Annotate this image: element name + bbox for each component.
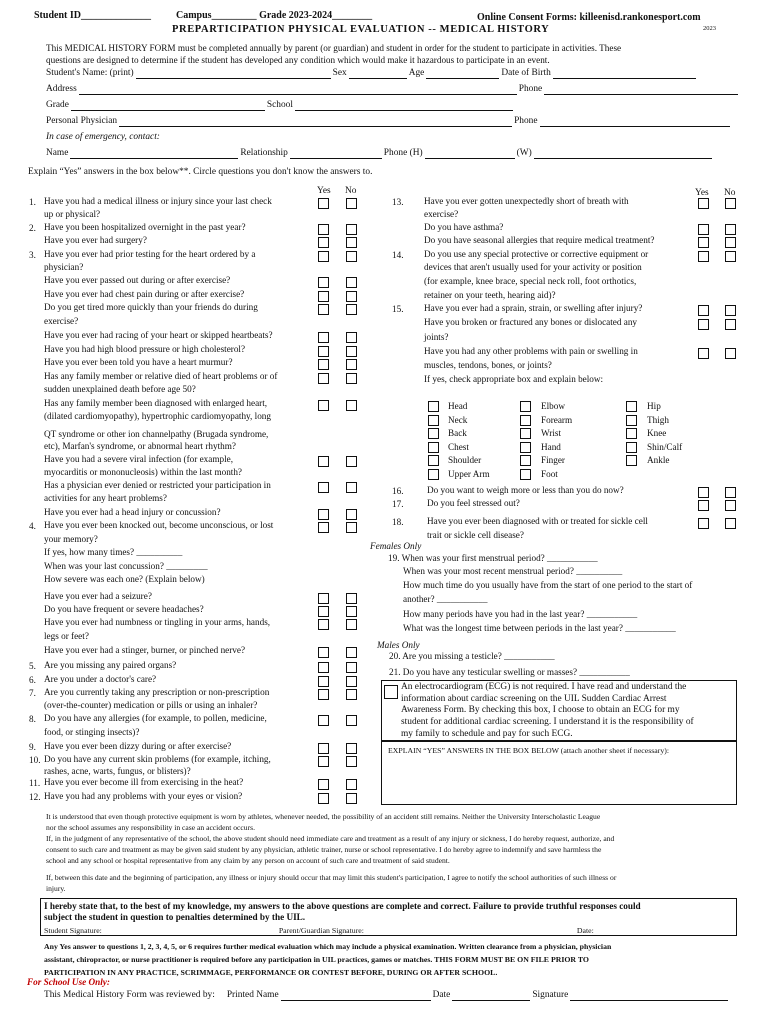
body-part-label: Forearm: [541, 414, 573, 425]
left-questions-number: 7.: [29, 688, 36, 698]
right-questions-no-checkbox[interactable]: [725, 224, 736, 235]
body-part-checkbox[interactable]: [428, 401, 439, 412]
body-part-checkbox[interactable]: [520, 401, 531, 412]
left-questions-yes-checkbox[interactable]: [318, 606, 329, 617]
yes-header-left: Yes: [317, 186, 331, 196]
left-questions-text: Have you ever had numbness or tingling in your arms, hands,: [44, 617, 271, 627]
left-questions-text: When was your last concussion? _________: [44, 561, 208, 571]
body-part-checkbox[interactable]: [520, 428, 531, 439]
grade-school-field[interactable]: Grade School: [46, 100, 513, 111]
left-questions-text: Have you ever passed out during or after exercise?: [44, 275, 231, 285]
left-questions-text: Have you ever become ill from exercising in the heat?: [44, 777, 244, 787]
right-questions2-text: Do you want to weigh more or less than you do now?: [427, 485, 624, 495]
reviewed-by-field[interactable]: This Medical History Form was reviewed by: Printed Name Date Signature: [44, 990, 728, 1001]
left-questions-number: 2.: [29, 223, 36, 233]
body-part-checkbox[interactable]: [626, 442, 637, 453]
left-questions-text: Have you ever had racing of your heart or skipped heartbeats?: [44, 330, 273, 340]
right-questions2-yes-checkbox[interactable]: [698, 487, 709, 498]
left-questions-text: Have you ever had a seizure?: [44, 591, 152, 601]
body-part-label: Hand: [541, 441, 561, 452]
left-questions-no-checkbox[interactable]: [346, 676, 357, 687]
body-part-checkbox[interactable]: [520, 455, 531, 466]
right-questions-number: 13.: [392, 197, 404, 207]
right-questions-text: exercise?: [424, 209, 459, 219]
right-questions2-yes-checkbox[interactable]: [698, 500, 709, 511]
left-questions-number: 9.: [29, 742, 36, 752]
left-questions-number: 4.: [29, 521, 36, 531]
males-only-label: Males Only: [377, 640, 420, 650]
left-questions-text: sudden unexplained death before age 50?: [44, 384, 196, 394]
left-questions-no-checkbox[interactable]: [346, 509, 357, 520]
left-questions-text: physician?: [44, 262, 84, 272]
left-questions-text: exercise?: [44, 316, 79, 326]
right-questions-text: Do you use any special protective or corrective equipment or: [424, 249, 649, 259]
left-questions-yes-checkbox[interactable]: [318, 676, 329, 687]
left-questions-yes-checkbox[interactable]: [318, 647, 329, 658]
left-questions-yes-checkbox[interactable]: [318, 359, 329, 370]
left-questions-yes-checkbox[interactable]: [318, 198, 329, 209]
body-part-checkbox[interactable]: [428, 415, 439, 426]
left-questions-yes-checkbox[interactable]: [318, 224, 329, 235]
left-questions-text: (dilated cardiomyopathy), hypertrophic cardiomyopathy, long: [44, 411, 271, 421]
body-part-checkbox[interactable]: [520, 469, 531, 480]
right-questions-text: If yes, check appropriate box and explain below:: [424, 374, 604, 384]
right-questions2-text: trait or sickle cell disease?: [427, 530, 524, 540]
body-part-checkbox[interactable]: [626, 428, 637, 439]
left-questions-yes-checkbox[interactable]: [318, 689, 329, 700]
left-questions-text: Have you had any problems with your eyes or vision?: [44, 791, 243, 801]
right-questions2-text: Have you ever been diagnosed with or treated for sickle cell: [427, 516, 648, 526]
left-questions-no-checkbox[interactable]: [346, 332, 357, 343]
right-questions-no-checkbox[interactable]: [725, 237, 736, 248]
body-part-label: Back: [448, 428, 467, 439]
left-questions-no-checkbox[interactable]: [346, 198, 357, 209]
left-questions-yes-checkbox[interactable]: [318, 715, 329, 726]
student-name-field[interactable]: Student's Name: (print) Sex Age Date of Birth: [46, 68, 696, 79]
right-questions-text: Have you broken or fractured any bones or dislocated any: [424, 317, 638, 327]
body-part-checkbox[interactable]: [428, 442, 439, 453]
form-title: PREPARTICIPATION PHYSICAL EVALUATION -- MEDICAL HISTORY: [172, 24, 550, 35]
left-questions-text: Do you get tired more quickly than your friends do during: [44, 302, 258, 312]
signature-row[interactable]: Student Signature: Parent/Guardian Signature: Date:: [44, 926, 594, 935]
left-questions-yes-checkbox[interactable]: [318, 237, 329, 248]
right-questions2-no-checkbox[interactable]: [725, 500, 736, 511]
left-questions-text: Has a physician ever denied or restricted your participation in: [44, 480, 271, 490]
left-questions-number: 10.: [29, 755, 41, 765]
left-questions-yes-checkbox[interactable]: [318, 291, 329, 302]
right-questions-no-checkbox[interactable]: [725, 319, 736, 330]
left-questions-yes-checkbox[interactable]: [318, 332, 329, 343]
left-questions-text: (over-the-counter) medication or pills or using an inhaler?: [44, 700, 258, 710]
left-questions-no-checkbox[interactable]: [346, 237, 357, 248]
left-questions-no-checkbox[interactable]: [346, 359, 357, 370]
right-questions2-number: 16.: [392, 486, 404, 496]
right-questions-no-checkbox[interactable]: [725, 251, 736, 262]
left-questions-text: Have you ever had prior testing for the heart ordered by a: [44, 249, 256, 259]
right-questions-text: Have you ever gotten unexpectedly short of breath with: [424, 196, 629, 206]
ecg-checkbox[interactable]: [384, 685, 398, 699]
left-questions-no-checkbox[interactable]: [346, 606, 357, 617]
right-questions-number: 15.: [392, 304, 404, 314]
left-questions-text: Have you ever had surgery?: [44, 235, 147, 245]
left-questions-text: legs or feet?: [44, 631, 89, 641]
consent-url: Online Consent Forms: killeenisd.rankonesport.com: [477, 12, 701, 23]
body-part-label: Ankle: [647, 455, 670, 466]
left-questions-no-checkbox[interactable]: [346, 482, 357, 493]
left-questions-no-checkbox[interactable]: [346, 793, 357, 804]
left-questions-no-checkbox[interactable]: [346, 619, 357, 630]
left-questions-yes-checkbox[interactable]: [318, 482, 329, 493]
body-part-checkbox[interactable]: [520, 415, 531, 426]
address-field[interactable]: Address Phone: [46, 84, 738, 95]
body-part-label: Head: [448, 401, 468, 411]
body-part-checkbox[interactable]: [626, 455, 637, 466]
body-part-label: Hip: [647, 401, 661, 411]
left-questions-text: If yes, how many times? __________: [44, 547, 183, 557]
student-id-label: Student ID______________: [34, 10, 151, 21]
left-questions-text: up or physical?: [44, 209, 101, 219]
left-questions-no-checkbox[interactable]: [346, 756, 357, 767]
left-questions-text: activities for any heart problems?: [44, 493, 167, 503]
right-questions-no-checkbox[interactable]: [725, 305, 736, 316]
body-part-checkbox[interactable]: [626, 401, 637, 412]
right-questions-yes-checkbox[interactable]: [698, 224, 709, 235]
right-questions-yes-checkbox[interactable]: [698, 319, 709, 330]
male-q-21: 21. Do you have any testicular swelling or masses? ___________: [389, 667, 630, 677]
left-questions-yes-checkbox[interactable]: [318, 779, 329, 790]
left-questions-yes-checkbox[interactable]: [318, 251, 329, 262]
body-part-checkbox[interactable]: [428, 428, 439, 439]
body-part-label: Elbow: [541, 401, 565, 411]
left-questions-number: 5.: [29, 661, 36, 671]
no-header-left: No: [345, 186, 357, 196]
left-questions-text: Have you had high blood pressure or high cholesterol?: [44, 344, 246, 354]
left-questions-text: Do you have any allergies (for example, to pollen, medicine,: [44, 713, 267, 723]
left-questions-no-checkbox[interactable]: [346, 251, 357, 262]
left-questions-yes-checkbox[interactable]: [318, 277, 329, 288]
campus-label: Campus_________ Grade 2023-2024________: [176, 10, 373, 21]
left-questions-text: Do you have frequent or severe headaches?: [44, 604, 204, 614]
left-questions-text: Have you had a medical illness or injury since your last check: [44, 196, 272, 206]
left-questions-number: 3.: [29, 250, 36, 260]
left-questions-text: Are you missing any paired organs?: [44, 660, 177, 670]
body-part-checkbox[interactable]: [626, 415, 637, 426]
left-questions-no-checkbox[interactable]: [346, 743, 357, 754]
left-questions-text: myocarditis or mononucleosis) within the last month?: [44, 467, 243, 477]
left-questions-text: Are you under a doctor's care?: [44, 674, 157, 684]
left-questions-no-checkbox[interactable]: [346, 277, 357, 288]
body-part-label: Neck: [448, 414, 468, 425]
body-part-label: Knee: [647, 428, 667, 439]
left-questions-yes-checkbox[interactable]: [318, 509, 329, 520]
right-questions-no-checkbox[interactable]: [725, 348, 736, 359]
male-q-20: 20. Are you missing a testicle? ___________: [389, 651, 555, 661]
declaration-line-1: I hereby state that, to the best of my knowledge, my answers to the above questions are complete and correct. Failure to provide truthful responses could: [44, 901, 641, 911]
female-q-19b: When was your most recent menstrual period? __________: [403, 566, 623, 576]
left-questions-yes-checkbox[interactable]: [318, 793, 329, 804]
left-questions-yes-checkbox[interactable]: [318, 304, 329, 315]
right-questions-yes-checkbox[interactable]: [698, 198, 709, 209]
left-questions-text: Have you ever been dizzy during or after exercise?: [44, 741, 232, 751]
right-questions-yes-checkbox[interactable]: [698, 251, 709, 262]
left-questions-number: 1.: [29, 197, 36, 207]
left-questions-text: QT syndrome or other ion channelpathy (Brugada syndrome,: [44, 429, 269, 439]
physician-field[interactable]: Personal Physician Phone: [46, 116, 730, 127]
left-questions-no-checkbox[interactable]: [346, 304, 357, 315]
left-questions-text: Are you currently taking any prescription or non-prescription: [44, 687, 270, 697]
left-questions-yes-checkbox[interactable]: [318, 662, 329, 673]
body-part-checkbox[interactable]: [428, 455, 439, 466]
left-questions-yes-checkbox[interactable]: [318, 456, 329, 467]
left-questions-text: Has any family member or relative died of heart problems or of: [44, 371, 278, 381]
footer-note-2: assistant, chiropractor, or nurse practitioner is required before any participation in UIL practices, games or matches. THIS FORM MUST BE ON FILE PRIOR TO: [44, 955, 589, 964]
footer-note-3: PARTICIPATION IN ANY PRACTICE, SCRIMMAGE, PERFORMANCE OR CONTEST BEFORE, DURING OR AFTER SCHOOL.: [44, 968, 498, 977]
left-questions-text: etc), Marfan's syndrome, or abnormal heart rhythm?: [44, 441, 236, 451]
declaration-line-2: subject the student in question to penalties determined by the UIL.: [44, 912, 306, 922]
right-questions-text: muscles, tendons, bones, or joints?: [424, 360, 552, 370]
left-questions-text: rashes, acne, warts, fungus, or blisters)?: [44, 766, 191, 776]
emergency-contact-field[interactable]: Name Relationship Phone (H) (W): [46, 148, 712, 159]
left-questions-yes-checkbox[interactable]: [318, 373, 329, 384]
female-q-19d: another? ___________: [403, 594, 488, 604]
left-questions-no-checkbox[interactable]: [346, 373, 357, 384]
left-questions-no-checkbox[interactable]: [346, 456, 357, 467]
body-part-label: Shin/Calf: [647, 441, 683, 452]
left-questions-no-checkbox[interactable]: [346, 715, 357, 726]
body-part-label: Chest: [448, 441, 469, 452]
explain-box-label: EXPLAIN “YES” ANSWERS IN THE BOX BELOW (attach another sheet if necessary):: [388, 746, 669, 755]
left-questions-text: How severe was each one? (Explain below): [44, 574, 205, 584]
body-part-label: Wrist: [541, 428, 562, 439]
left-questions-no-checkbox[interactable]: [346, 346, 357, 357]
left-questions-number: 12.: [29, 792, 41, 802]
left-questions-text: Have you ever been knocked out, become unconscious, or lost: [44, 520, 274, 530]
body-part-label: Shoulder: [448, 455, 482, 466]
left-questions-no-checkbox[interactable]: [346, 593, 357, 604]
body-part-label: Thigh: [647, 414, 669, 425]
female-q-19e: How many periods have you had in the last year? ___________: [403, 609, 638, 619]
ecg-text: An electrocardiogram (ECG) is not required. I have read and understand the information about cardiac screening on the UIL Sudden Cardiac Arrest Awareness Form. By checking this box, I choose to obtain an ECG for my student for additional cardiac screening. I understand it is the responsibility of my family to schedule and pay for such ECG.: [401, 682, 694, 739]
left-questions-yes-checkbox[interactable]: [318, 400, 329, 411]
left-questions-text: Have you ever had a stinger, burner, or pinched nerve?: [44, 645, 246, 655]
left-questions-yes-checkbox[interactable]: [318, 346, 329, 357]
left-questions-number: 6.: [29, 675, 36, 685]
left-questions-no-checkbox[interactable]: [346, 400, 357, 411]
intro-line-1: This MEDICAL HISTORY FORM must be completed annually by parent (or guardian) and student in order for the student to participate in activities. These: [46, 43, 622, 53]
left-questions-yes-checkbox[interactable]: [318, 619, 329, 630]
right-questions2-number: 17.: [392, 499, 404, 509]
right-questions-text: retainer on your teeth, hearing aid)?: [424, 290, 556, 300]
left-questions-no-checkbox[interactable]: [346, 779, 357, 790]
left-questions-number: 11.: [29, 778, 41, 788]
right-questions-yes-checkbox[interactable]: [698, 305, 709, 316]
left-questions-text: your memory?: [44, 534, 98, 544]
left-questions-no-checkbox[interactable]: [346, 662, 357, 673]
left-questions-no-checkbox[interactable]: [346, 689, 357, 700]
body-part-checkbox[interactable]: [520, 442, 531, 453]
right-questions-yes-checkbox[interactable]: [698, 237, 709, 248]
form-year: 2023: [703, 25, 716, 32]
right-questions-text: Do you have asthma?: [424, 222, 504, 232]
right-questions-number: 14.: [392, 250, 404, 260]
left-questions-text: Have you been hospitalized overnight in the past year?: [44, 222, 246, 232]
intro-line-2: questions are designed to determine if the student has developed any condition which would make it hazardous to participate in an event.: [46, 55, 550, 65]
footer-note-1: Any Yes answer to questions 1, 2, 3, 4, 5, or 6 requires further medical evaluation which may include a physical examination. Written clearance from a physician, physician: [44, 942, 612, 951]
right-questions-text: Have you ever had a sprain, strain, or swelling after injury?: [424, 303, 643, 313]
body-part-label: Finger: [541, 455, 565, 466]
female-q-19f: What was the longest time between periods in the last year? ___________: [403, 623, 676, 633]
body-part-checkbox[interactable]: [428, 469, 439, 480]
body-part-label: Upper Arm: [448, 469, 490, 479]
right-questions-text: devices that aren't usually used for your activity or position: [424, 262, 642, 272]
legal-text: It is understood that even though protective equipment is worn by athletes, whenever needed, the possibility of an accident still remains. Neither the University Interscholastic League nor the school assumes any responsibility in case an accident occurs. If, in the judgment of any representative of the school, the above student should need immediate care and treatment as a result of any injury or sickness, I do hereby request, authorize, and consent to such care and treatment as may be given said student by any physician, athletic trainer, nurse or school representative. I do hereby agree to indemnify and save harmless the school and any school or hospital representative from any claim by any person on account of such care and treatment of said student. If, between this date and the beginning of participation, any illness or injury should occur that may limit this student's participation, I agree to notify the school authorities of such illness or injury.: [46, 812, 617, 893]
school-use-only-label: For School Use Only:: [27, 977, 110, 987]
left-questions-text: Have you ever had chest pain during or after exercise?: [44, 289, 245, 299]
left-questions-yes-checkbox[interactable]: [318, 756, 329, 767]
right-questions2-text: Do you feel stressed out?: [427, 498, 520, 508]
female-q-19: 19. When was your first menstrual period? ___________: [388, 553, 598, 563]
explain-instruction: Explain “Yes” answers in the box below**. Circle questions you don't know the answers to.: [28, 167, 373, 177]
female-q-19c: How much time do you usually have from the start of one period to the start of: [403, 580, 693, 590]
left-questions-text: Has any family member been diagnosed with enlarged heart,: [44, 398, 268, 408]
left-questions-yes-checkbox[interactable]: [318, 593, 329, 604]
no-header-right: No: [724, 188, 736, 198]
left-questions-yes-checkbox[interactable]: [318, 743, 329, 754]
right-questions-yes-checkbox[interactable]: [698, 348, 709, 359]
left-questions-yes-checkbox[interactable]: [318, 522, 329, 533]
left-questions-text: food, or stinging insects)?: [44, 727, 140, 737]
right-questions-text: joints?: [424, 332, 449, 342]
left-questions-no-checkbox[interactable]: [346, 224, 357, 235]
left-questions-text: Have you ever had a head injury or concussion?: [44, 507, 221, 517]
right-questions-no-checkbox[interactable]: [725, 198, 736, 209]
females-only-label: Females Only: [370, 541, 422, 551]
left-questions-no-checkbox[interactable]: [346, 647, 357, 658]
right-questions2-number: 18.: [392, 517, 404, 527]
emergency-label: In case of emergency, contact:: [46, 132, 160, 142]
left-questions-number: 8.: [29, 714, 36, 724]
left-questions-text: Do you have any current skin problems (for example, itching,: [44, 754, 271, 764]
left-questions-text: Have you ever been told you have a heart murmur?: [44, 357, 233, 367]
yes-header-right: Yes: [695, 188, 709, 198]
left-questions-no-checkbox[interactable]: [346, 291, 357, 302]
left-questions-no-checkbox[interactable]: [346, 522, 357, 533]
right-questions2-yes-checkbox[interactable]: [698, 518, 709, 529]
right-questions-text: Have you had any other problems with pain or swelling in: [424, 346, 638, 356]
body-part-label: Foot: [541, 469, 558, 479]
right-questions2-no-checkbox[interactable]: [725, 518, 736, 529]
right-questions-text: (for example, knee brace, special neck roll, foot orthotics,: [424, 276, 637, 286]
right-questions2-no-checkbox[interactable]: [725, 487, 736, 498]
left-questions-text: Have you had a severe viral infection (for example,: [44, 454, 234, 464]
right-questions-text: Do you have seasonal allergies that require medical treatment?: [424, 235, 655, 245]
